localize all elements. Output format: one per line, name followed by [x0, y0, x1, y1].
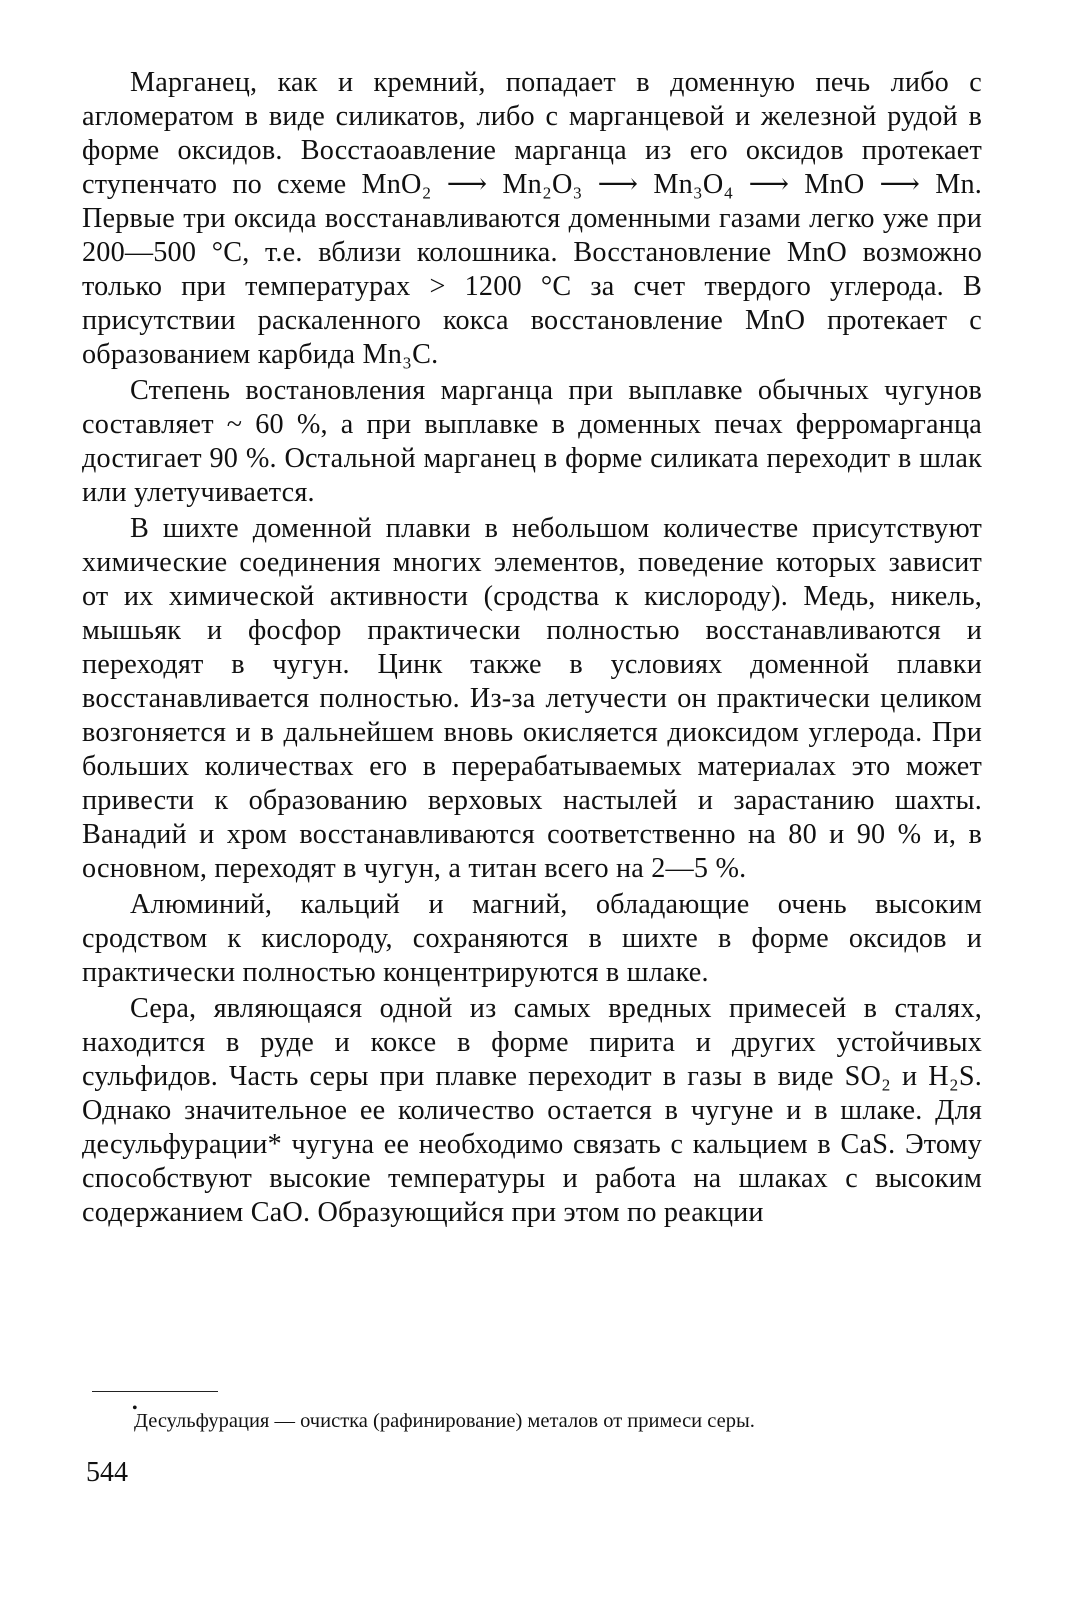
page-number: 544 — [86, 1457, 128, 1488]
paragraph-other-elements: В шихте доменной плавки в небольшом количестве присутствуют химические соединения многих элементов, поведение которых зависит от их химической активности (сродства к кислороду). Медь, никель, мышьяк и фосфор практически полностью восстанавливаются и переходят в чугун. Цинк также в условиях доменной плавки восстанавливается полностью. Из-за летучести он практически целиком возгоняется и в дальнейшем вновь окисляется диоксидом углерода. При больших количествах его в перерабатываемых материалах это может привести к образованию верховых настылей и зарастанию шахты. Ванадий и хром восстанавливаются соответственно на 80 и 90 % и, в основном, переходят в чугун, а титан всего на 2—5 %. — [82, 513, 982, 884]
paragraph-manganese-reduction: Марганец, как и кремний, попадает в доменную печь либо с агломератом в виде силикатов, либо с марганцевой и железной рудой в форме оксидов. Восстаоавление марганца из его оксидов протекает ступенчато по схеме MnO₂ ⟶ Mn₂O₃ ⟶ Mn₃O₄ ⟶ MnO ⟶ Mn. Первые три оксида восстанавливаются доменными газами легко уже при 200—500 °C, т.е. вблизи колошника. Восстановление MnO возможно только при температурах > 1200 °C за счет твердого углерода. В присутствии раскаленного кокса восстановление MnO протекает с образованием карбида Mn₃C. — [82, 67, 982, 370]
footnote-divider — [92, 1391, 218, 1392]
paragraph-manganese-degree: Степень востановления марганца при выплавке обычных чугунов составляет ~ 60 %, а при выплавке в доменных печах ферромарганца достигает 90 %. Остальной марганец в форме силиката переходит в шлак или улетучивается. — [82, 375, 982, 508]
footnote-text: Десульфурация — очистка (рафинирование) металов от примеси серы. — [134, 1410, 755, 1432]
paragraph-sulfur: Сера, являющаяся одной из самых вредных примесей в сталях, находится в руде и коксе в форме пирита и других устойчивых сульфидов. Часть серы при плавке переходит в газы в виде SO₂ и H₂S. Однако значительное ее количество остается в чугуне и в шлаке. Для десульфурации* чугуна ее необходимо связать с кальцием в CaS. Этому способствуют высокие температуры и работа на шлаках с высоким содержанием CaO. Образующийся при этом по реакции — [82, 993, 982, 1228]
page-body — [82, 66, 982, 1230]
footnote-mark: • — [132, 1400, 138, 1417]
paragraph-al-ca-mg: Алюминий, кальций и магний, обладающие очень высоким сродством к кислороду, сохраняются в шихте в форме оксидов и практически полностью концентрируются в шлаке. — [82, 889, 982, 988]
